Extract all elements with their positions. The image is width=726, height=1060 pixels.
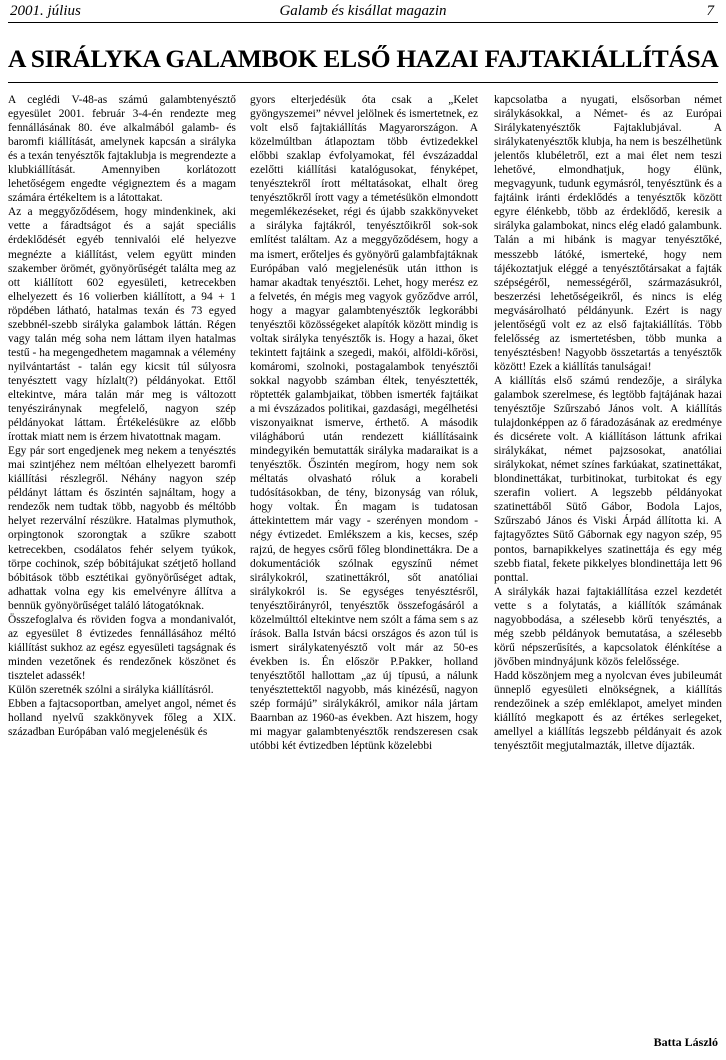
paragraph: Az a meggyőződésem, hogy mindenkinek, aki vette a fáradtságot és a saját speciális érdeklődését egyéb tennivalói elé helyezve megnézte a kiállítást, velem együtt minden szakember örömét, gyönyörűségét találta meg az ott kiállított 602 egyesületi, ketrecekben elhelyezett és 16 volierben kiállított, a 94 + 1 röpdében látható, hatalmas texán és 73 egyed szebbnél-szebb sirályka galambok láttán. Régen vagy talán még soha nem láttam ilyen hatalmas testű - ha megengedhetem magamnak a vélemény nyilvántartást - talán egy kicsit túl súlyosra tenyésztett vagy hízlalt(?) példányokat. Ettől eltekintve, mára talán már meg is változott tenyésziránynak megfelelő, nagyon szép példányokat láttam. Értékelésükre az előbb írottak miatt nem is érzem hivatottnak magam. [8, 206, 236, 444]
column-1 [8, 93, 236, 1021]
page-header [8, 0, 718, 23]
paragraph: A ceglédi V-48-as számú galambtenyésztő egyesület 2001. február 3-4-én rendezte meg fennállásának 80. éve alkalmából galamb- és baromfi kiállítását, amelynek kapcsán a sirályka és a texán tenyésztők fajtaklubja is megrendezte a klubkiállítását. Amennyiben korlátozott lehetőségem engedte végigneztem és a magam számára értékeltem is a látottakat. [8, 94, 236, 205]
paragraph: Összefoglalva és röviden fogva a mondanivalót, az egyesület 8 évtizedes fennállásához méltó kiállítást sukhoz az egész egyesületi tagságnak és minden vezetőnek és rendezőnek köszönet és tisztelet adassék! [8, 613, 236, 682]
paragraph: Külön szeretnék szólni a sirályka kiállításról. [8, 683, 214, 696]
paragraph: A sirálykák hazai fajtakiállítása ezzel kezdetét vette s a folytatás, a kiállítók számának nagyobbodása, a szélesebb körű tenyésztés, a még szebb példányok bemutatása, a szélesebb körű népszerűsítés, a kapcsolatok élénkítése a jövőben mindnyájunk közös felelőssége. [494, 585, 722, 668]
paragraph: Ebben a fajtacsoportban, amelyet angol, német és holland nyelvű szakkönyvek főleg a XIX. században Európában való megjelenésük és [8, 698, 236, 739]
column-2 [250, 93, 478, 1055]
page-number: 7 [706, 3, 714, 19]
magazine-name: Galamb és kisállat magazin [279, 3, 447, 19]
paragraph: Hadd köszönjem meg a nyolcvan éves jubileumát ünneplő egyesületi elnökségnek, a kiállítás rendezőinek a szép emléklapot, amelyet minden kiállító megkapott és az értékes serlegeket, amellyel a kiállítás legszebb példányait és azok tenyésztőit megjutalmazták, illetve díjazták. [494, 669, 722, 753]
paragraph: gyors elterjedésük óta csak a „Kelet gyöngyszemei” névvel jelölnek és ismertetnek, ez volt első fajtakiállítás Magyarországon. A közelmúltban átlapoztam több évtizedekkel előbbi szaklap évfolyamokat, fél évszázaddal ezelőtti kiállítási katalógusokat, fényképet, tenyésztekről írott méltatásokat, elhalt öreg tenyésztőkről írott vagy a témetésükön elmondott megemlékezéseket, régi és újabb szakkönyveket a sirályka fajtákról, tenyésztőikről sok-sok említést találtam. Az a meggyőződésem, hogy a ma ismert, erőteljes és gyönyörű galambfajtáknak Európában való megjelenésük után itthon is hamar akadtak tenyésztői. Lehet, hogy merész ez a felvetés, én mégis meg vagyok győződve arról, hogy a magyar galambtenyésztők legkorábbi tenyésztői közösségeket alapítók között mindig is voltak sirályka tenyésztők is. Hogy a hazai, őket tekintett fajtáink a szegedi, makói, alföldi-kőrösi, komáromi, szolnoki, postagalambok tenyésztői sokkal nagyobb számban éltek, tenyésztették, röptették galambjaikat, többen ismerték fajtáikat a mi évszázados politikai, gazdasági, megélhetési viszonyaiknat ismerve, érthető. A második világháború után rendezett kiállításaink mindegyikén bemutatták sirályka madaraikat is a tenyésztők. Őszintén megírom, hogy nem sok méltatás olvasható róluk a korabeli tudósításokban, de tény, bizonyság van róluk, hogy voltak. Én magam is tudatosan áttekintettem már vagy - szerényen mondom - négy évtizedet. Emlékszem a kis, kecses, szép rajzú, de hegyes csőrű főleg blondinettákra. De a dokumentációk szólnak egyszínű német sirálykokról, szatinettákról, sőt anatóliai sirálykokról is. Se egységes tenyésztésről, tenyésztőirányról, tenyésztők összefogásáról a közelmúlttól eltekintve nem szólt a fáma sem s az írások. Balla István bácsi országos és azon túl is ismert sirálykatenyésztő volt már az 50-es években is. Én először P.Pakker, holland tenyésztőtől hallottam „az új típusú, a nálunk tenyésztettektől nagyobb, más kinézésű, nagyon szép formájú” sirálykákról, amikor nála jártam Baarnban az 1960-as években. Azt hiszem, hogy mi magyar galambtenyésztők rendszeresen csak utóbbi két évtizedben léptünk közelebbi [250, 94, 478, 753]
issue-date: 2001. július [10, 3, 81, 19]
paragraph: A kiállítás első számú rendezője, a sirályka galambok szerelmese, és legtöbb fajtájának hazai tenyésztője Szűrszabó János volt. A kiállítás tulajdonképpen az ő fáradozásának az eredménye és dicsérete volt. A kiállításon láttunk afrikai sirálykákat, német pajzsosokat, anatóliai sirálykokat, német színes farkúakat, szatinettákat, blondinettákat, turbitinokat, turbitokat és egy szerafin voliert. A legszebb példányokat szatinettáből Sütő Gábor, Bodola Lajos, Szűrszabó János és Viski Árpád állította ki. A fajtagyőztes Sütő Gábornak egy nagyon szép, 95 pontos, barnapikkelyes szatinettája és egy még szebb fiatal, fekete pikkelyes blondinettája lett 96 ponttal. [494, 374, 722, 584]
paragraph: kapcsolatba a nyugati, elsősorban német sirálykásokkal, a Német- és az Európai Sirálykatenyésztők Fajtaklubjával. A sirálykatenyésztők klubja, ha nem is beszélhetünk jelentős klubéletről, ezt a mai élet nem teszi lehetővé, elmondhatjuk, hogy élünk, megvagyunk, tudunk egymásról, tenyésztünk és a fajtáink iránti érdeklődés a tenyésztők között egyre élénkebb, több az érdeklődő, keresik a sirályka galambokat, nincs elég eladó galambunk. Talán a mi hibánk is magyar tenyésztőké, messzebb látóké, ismerteké, hogy nem tájékoztatjuk eléggé a tenyésztőtársakat a fajták szépségéről, nemességéről, származásukról, beszerzési lehetőségeikről, és nincs is elég megvásárolható példányunk. Ezért is nagy jelentőségű volt ez az első fajtakiállítás. Több felelősség az ismertetésben, több munka a tenyésztésben! Nagyobb összetartás a tenyésztők között! Ezek a kiállítás tanulságai! [494, 94, 722, 373]
article-title: A SIRÁLYKA GALAMBOK ELSŐ HAZAI FAJTAKIÁLLÍTÁSA [8, 44, 719, 73]
column-3 [494, 93, 722, 1021]
author-signature: Batta László [653, 1035, 718, 1049]
paragraph: Egy pár sort engedjenek meg nekem a tenyésztés mai szintjéhez nem méltóan elhelyezett baromfi kiállítási részlegről. Néhány nagyon szép példányt láttam és őszintén sajnáltam, hogy a rendezők nem tudtak több, nagyobb és méltóbb helyet rezervální részükre. Hatalmas plymuthok, orpingtonok szorongtak a szűkre szabott ketrecekben, csodálatos fehér selyem tyúkok, törpe cochinok, szép bóbitájukat szétjető holland bóbitások több esztétikai gyönyörűséget adtak, adhattak volna egy kis emelvényre állítva a bennük gyönyörűséget találó látogatóknak. [8, 445, 236, 612]
title-divider [8, 82, 718, 83]
